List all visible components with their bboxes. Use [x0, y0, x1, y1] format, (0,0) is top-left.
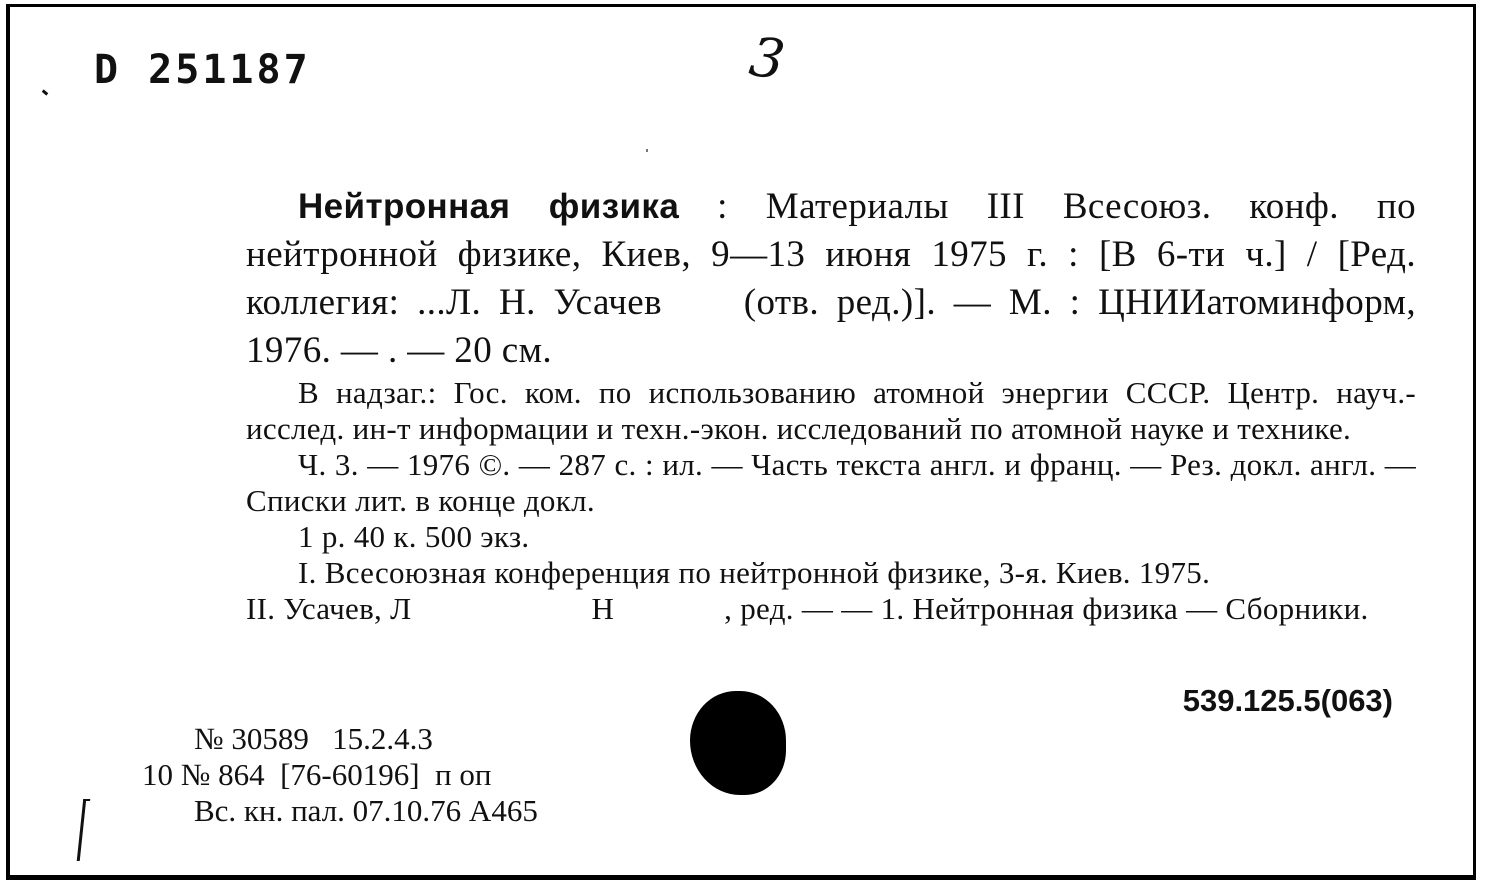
entry-title: Нейтронная физика	[298, 187, 680, 226]
main-description-part-2: (отв. ред.)]. — М. : ЦНИИатоминформ, 1976. — . — 20 см.	[246, 282, 1416, 371]
footer-line-3: Вс. кн. пал. 07.10.76 A465	[194, 793, 538, 828]
margin-tick	[42, 89, 49, 95]
price-info: 1 р. 40 к. 500 экз.	[298, 519, 530, 554]
speck-mark	[646, 149, 648, 152]
tracing-2	[246, 591, 1416, 627]
note-header: В надзаг.: Гос. ком. по использованию атомной энергии СССР. Центр. науч.-исслед. ин-т информации и техн.-экон. исследований по атомной науке и технике.	[246, 375, 1416, 446]
tracing-2-name: II. Усачев, Л	[246, 591, 412, 626]
footer-line-2	[142, 757, 538, 793]
part-info: Ч. 3. — 1976 ©. — 287 с. : ил. — Часть текста англ. и франц. — Рез. докл. англ. — Списки лит. в конце докл.	[246, 447, 1416, 518]
tracing-2-subject: , ред. — — 1. Нейтронная физика — Сборники.	[724, 591, 1369, 626]
ink-blot	[690, 691, 786, 795]
card-footer	[142, 721, 538, 829]
call-number: D 251187	[94, 47, 311, 93]
main-description	[246, 183, 1416, 375]
bibliographic-entry	[246, 183, 1416, 627]
handwritten-mark: 3	[745, 24, 789, 93]
catalog-card	[6, 4, 1476, 880]
tracing-1: I. Всесоюзная конференция по нейтронной физике, 3-я. Киев. 1975.	[298, 555, 1211, 590]
footer-line-2-body: № 864 [76-60196] п оп	[180, 757, 492, 792]
footer-line-1: № 30589 15.2.4.3	[194, 721, 433, 756]
tracing-2-initial: Н	[591, 591, 615, 626]
footer-line-2-prefix: 10	[142, 757, 173, 792]
main-description-part-1: : Материалы III Всесоюз. конф. по нейтронной физике, Киев, 9—13 июня 1975 г. : [В 6-ти ч.] / [Ред. коллегия: ...Л. Н. Усачев	[246, 186, 1416, 323]
margin-bracket-mark	[77, 799, 91, 861]
udc-code: 539.125.5(063)	[1182, 683, 1393, 718]
